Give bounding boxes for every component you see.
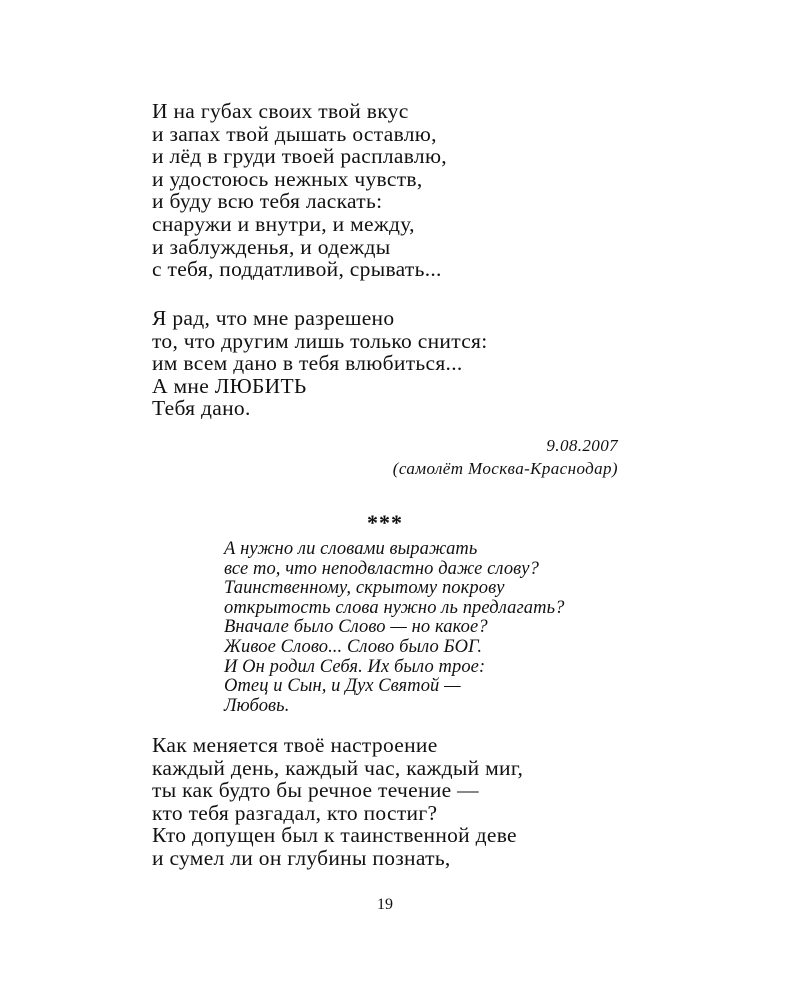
- poem-line: и лёд в груди твоей расплавлю,: [152, 144, 447, 169]
- poem-line: и удостоюсь нежных чувств,: [152, 166, 423, 191]
- poem-line: Таинственному, скрытому покрову: [224, 578, 505, 599]
- poem-line: Я рад, что мне разрешено: [152, 306, 395, 330]
- poem-line: и сумел ли он глубины познать,: [152, 845, 451, 870]
- poem-line: Живое Слово... Слово было БОГ.: [224, 636, 483, 657]
- poem-line: ты как будто бы речное течение —: [152, 778, 479, 803]
- poem-line: снаружи и внутри, и между,: [152, 211, 415, 236]
- section-separator: ***: [367, 510, 403, 535]
- poem-line: открытость слова нужно ль предлагать?: [224, 597, 565, 618]
- poem-line: Любовь.: [224, 695, 290, 716]
- poem-line: и буду всю тебя ласкать:: [152, 189, 383, 214]
- poem-stanza-1: [152, 100, 447, 281]
- poem-signature: [393, 434, 618, 480]
- poem-line: им всем дано в тебя влюбиться...: [152, 351, 463, 376]
- poem-date: 9.08.2007: [546, 436, 618, 455]
- poem-stanza-3-italic: [224, 540, 564, 716]
- poem-line: каждый день, каждый час, каждый миг,: [152, 755, 524, 780]
- poem-line: и заблужденья, и одежды: [152, 234, 391, 259]
- poem-place: (самолёт Москва-Краснодар): [392, 459, 618, 478]
- poem-line: И на губах своих твой вкус: [152, 99, 409, 123]
- poem-line: А нужно ли словами выражать: [224, 539, 478, 559]
- page-number: 19: [377, 896, 393, 913]
- poem-line: и запах твой дышать оставлю,: [152, 121, 437, 146]
- poem-line: Кто допущен был к таинственной деве: [152, 823, 517, 848]
- poem-stanza-4: [152, 734, 523, 870]
- poem-line: Тебя дано.: [152, 396, 251, 421]
- poem-line: кто тебя разгадал, кто постиг?: [152, 800, 438, 825]
- poem-line: все то, что неподвластно даже слову?: [224, 558, 539, 579]
- poem-line: Вначале было Слово — но какое?: [224, 617, 488, 638]
- poem-line: то, что другим лишь только снится:: [152, 328, 488, 353]
- poem-line: Как меняется твоё настроение: [152, 733, 438, 757]
- poem-stanza-2: [152, 307, 488, 420]
- poem-line: с тебя, поддатливой, срывать...: [152, 257, 442, 282]
- poem-line: И Он родил Себя. Их было трое:: [224, 656, 486, 677]
- poem-line: А мне ЛЮБИТЬ: [152, 373, 307, 398]
- poem-line: Отец и Сын, и Дух Святой —: [224, 676, 461, 697]
